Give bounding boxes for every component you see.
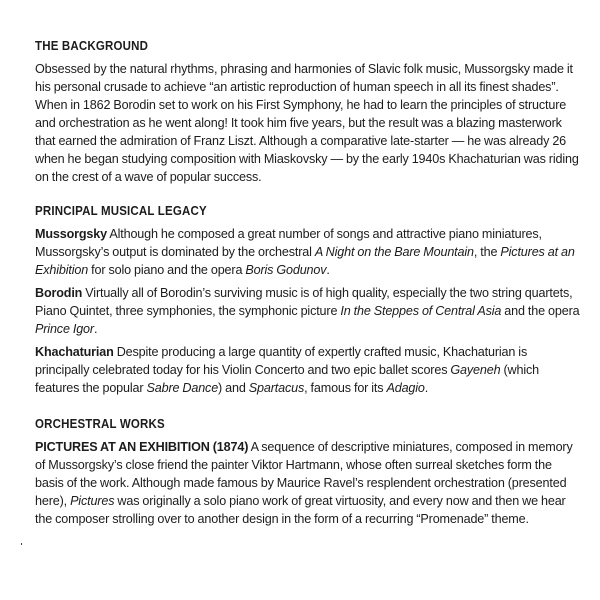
work-title: In the Steppes of Central Asia — [340, 304, 502, 318]
entry-text: , the — [473, 245, 501, 259]
entry-text: was originally a solo piano work of great virtuosity, and every now and then we hear the composer strolling over to another design in the form of a recurring “Promenade” theme. — [35, 494, 566, 526]
paragraph-text: Obsessed by the natural rhythms, phrasing and harmonies of Slavic folk music, Mussorgsky made it his personal crusade to achieve “an artistic reproduction of human speech in all its finest shades”. When in 1862 Borodin set to work on his First Symphony, he had to learn the principles of structure and orchestration as he went along! It took him five years, but the result was a blazing masterwork that earned the admiration of Franz Liszt. Although a comparative late-starter — he was already 26 when he began studying composition with Miaskovsky — by the early 1940s Khachaturian was riding on the crest of a wave of popular success. — [35, 62, 579, 184]
section-heading: ORCHESTRAL WORKS — [35, 417, 165, 431]
entry-text: (which features the popular — [35, 363, 540, 395]
work-title: Boris Godunov — [245, 263, 327, 277]
work-entry-pictures — [35, 438, 583, 528]
work-title: Pictures — [70, 494, 115, 508]
work-title: Sabre Dance — [146, 381, 219, 395]
composer-name: Khachaturian — [35, 345, 114, 359]
work-title: Pictures at an Exhibition — [35, 245, 575, 277]
background-paragraph — [35, 60, 583, 186]
entry-text: . — [424, 381, 429, 395]
composer-name: Borodin — [35, 286, 83, 300]
entry-text: Although he composed a great number of songs and attractive piano miniatures, Mussorgsky’s output is dominated by the orchestral — [35, 227, 542, 259]
booklet-page — [35, 38, 583, 547]
entry-text: for solo piano and the opera — [88, 263, 246, 277]
entry-text: Despite producing a large quantity of expertly crafted music, Khachaturian is principally celebrated today for his Violin Concerto and two epic ballet scores — [35, 345, 528, 377]
legacy-entry-mussorgsky — [35, 225, 583, 279]
entry-text: Virtually all of Borodin’s surviving music is of high quality, especially the two string quartets, Piano Quintet, three symphonies, the symphonic picture — [35, 286, 573, 318]
entry-text: , famous for its — [304, 381, 387, 395]
entry-text: . — [326, 263, 330, 277]
section-heading: THE BACKGROUND — [35, 39, 149, 53]
work-title: A Night on the Bare Mountain — [314, 245, 474, 259]
scan-mark — [21, 543, 22, 545]
work-title: Prince Igor — [35, 322, 94, 336]
entry-text: . — [93, 322, 98, 336]
section-legacy — [35, 203, 583, 397]
section-background — [35, 38, 583, 186]
work-name: PICTURES AT AN EXHIBITION (1874) — [35, 440, 249, 454]
entry-text: and the opera — [501, 304, 580, 318]
entry-text: ) and — [218, 381, 249, 395]
composer-name: Mussorgsky — [35, 227, 107, 241]
legacy-entry-khachaturian — [35, 343, 583, 397]
section-orchestral-works — [35, 416, 583, 528]
legacy-entry-borodin — [35, 284, 583, 338]
entry-text: A sequence of descriptive miniatures, composed in memory of Mussorgsky’s close friend the painter Viktor Hartmann, whose often surreal sketches form the basis of the work. Although made famous by Maurice Ravel’s resplendent orchestration (presented here), — [35, 440, 573, 508]
work-title: Spartacus — [248, 381, 305, 395]
work-title: Gayeneh — [450, 363, 501, 377]
work-title: Adagio — [386, 381, 425, 395]
section-heading: PRINCIPAL MUSICAL LEGACY — [35, 204, 207, 218]
